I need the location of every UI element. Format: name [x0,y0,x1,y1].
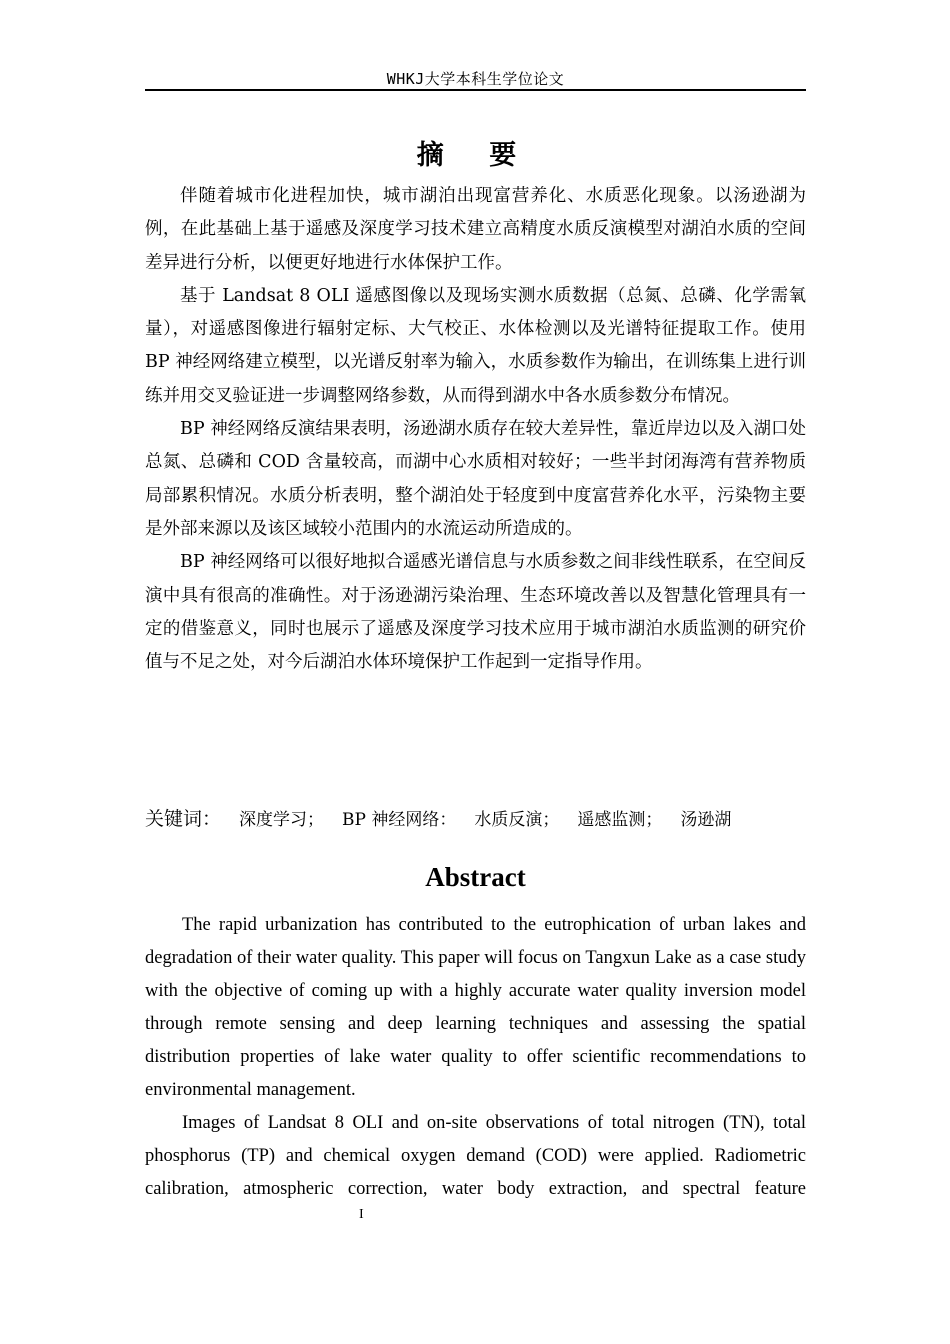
keyword-item: 水质反演； [474,810,560,830]
abstract-en-title: Abstract [425,862,526,892]
abstract-en-body [145,909,806,1206]
abstract-en-paragraph: Images of Landsat 8 OLI and on-site observations of total nitrogen (TN), total phosphorus (TP) and chemical oxygen demand (COD) were applied. Radiometric calibration, atmospheric correction, water body extraction, and spectral feature [145,1113,806,1199]
abstract-cn-paragraph: BP 神经网络反演结果表明，汤逊湖水质存在较大差异性，靠近岸边以及入湖口处总氮、总磷和 COD 含量较高，而湖中心水质相对较好；一些半封闭海湾有营养物质局部累积情况。水质分析表明，整个湖泊处于轻度到中度富营养化水平，污染物主要是外部来源以及该区域较小范围内的水流运动所造成的。 [145,419,806,539]
keyword-item: 深度学习； [239,810,325,830]
keyword-item: 遥感监测； [577,810,663,830]
abstract-cn-paragraph: 基于 Landsat 8 OLI 遥感图像以及现场实测水质数据（总氮、总磷、化学需氧量），对遥感图像进行辐射定标、大气校正、水体检测以及光谱特征提取工作。使用 BP 神经网络建立模型，以光谱反射率为输入，水质参数作为输出，在训练集上进行训练并用交叉验证进一步调整网络参数，从而得到湖水中各水质参数分布情况。 [145,285,806,406]
keywords-line [145,804,806,831]
abstract-cn-paragraph: 伴随着城市化进程加快，城市湖泊出现富营养化、水质恶化现象。以汤逊湖为例，在此基础上基于遥感及深度学习技术建立高精度水质反演模型对湖泊水质的空间差异进行分析，以便更好地进行水体保护工作。 [145,186,806,273]
abstract-en-paragraph: The rapid urbanization has contributed to the eutrophication of urban lakes and degradation of their water quality. This paper will focus on Tangxun Lake as a case study with the objective of coming up with a highly accurate water quality inversion model through remote sensing and deep learning techniques and assessing the spatial distribution properties of lake water quality to offer scientific recommendations to environmental management. [145,915,806,1100]
keyword-item: BP 神经网络： [342,810,457,830]
keyword-item: 汤逊湖 [680,810,732,830]
keywords-label: 关键词： [145,808,222,830]
abstract-cn-paragraph: BP 神经网络可以很好地拟合遥感光谱信息与水质参数之间非线性联系，在空间反演中具有很高的准确性。对于汤逊湖污染治理、生态环境改善以及智慧化管理具有一定的借鉴意义，同时也展示了遥感及深度学习技术应用于城市湖泊水质监测的研究价值与不足之处，对今后湖泊水体环境保护工作起到一定指导作用。 [145,552,806,673]
abstract-cn-title: 摘 要 [416,140,535,171]
abstract-cn-body [145,180,806,679]
page-number: I [359,1207,364,1222]
running-header: WHKJ大学本科生学位论文 [386,70,565,88]
header-rule [145,89,806,91]
